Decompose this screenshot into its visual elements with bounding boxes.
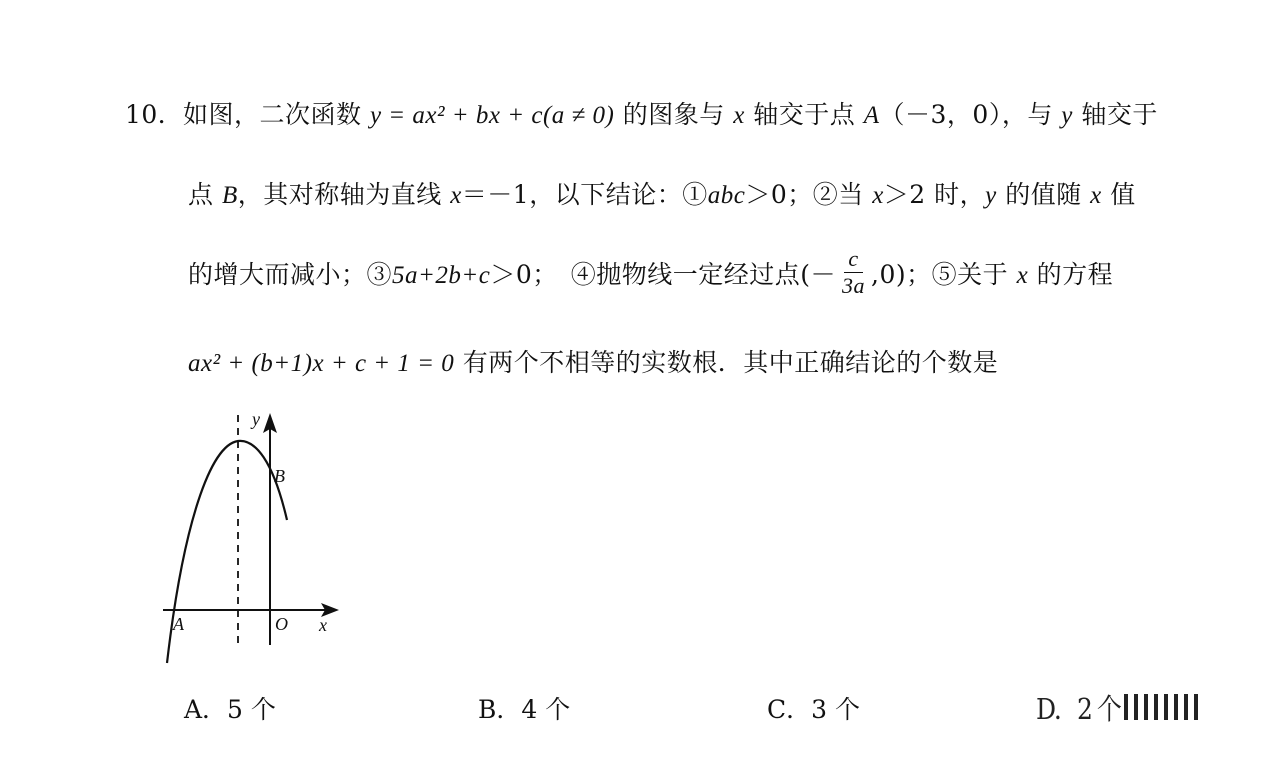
expr-5a2bc: 5a+2b+c <box>392 262 491 289</box>
text: 的值随 <box>996 180 1091 209</box>
text: （－3，0），与 <box>879 100 1062 129</box>
text: ＞0；②当 <box>745 180 873 209</box>
fraction-denominator: 3a <box>842 273 866 298</box>
text: 的方程 <box>1028 260 1114 289</box>
text: ，其对称轴为直线 <box>237 180 451 209</box>
function-formula: y = ax² + bx + c(a ≠ 0) <box>369 102 615 129</box>
fraction-c-over-3a <box>838 246 869 299</box>
label-o: O <box>275 614 288 634</box>
question-line-2 <box>188 175 1136 216</box>
option-d-label: D．2 个 <box>1036 692 1120 727</box>
var-y: y <box>1061 102 1073 129</box>
text: 如图，二次函数 <box>183 100 370 129</box>
point-b: B <box>221 182 238 209</box>
var-x: x <box>1090 182 1102 209</box>
text: 有两个不相等的实数根．其中正确结论的个数是 <box>454 348 999 377</box>
option-a[interactable]: A．5 个 <box>184 695 276 724</box>
option-c[interactable]: C．3 个 <box>767 695 860 724</box>
var-x: x <box>450 182 462 209</box>
question-line-3 <box>188 246 1114 303</box>
question-number: 10． <box>125 100 184 129</box>
option-d[interactable] <box>1036 690 1204 732</box>
expr-abc: abc <box>707 182 746 209</box>
text: 值 <box>1101 180 1136 209</box>
equation-formula: ax² + (b+1)x + c + 1 = 0 <box>188 350 455 377</box>
label-a: A <box>173 614 184 634</box>
parabola-figure <box>155 405 355 670</box>
option-b[interactable]: B．4 个 <box>478 695 571 724</box>
text: 的图象与 <box>614 100 734 129</box>
label-b: B <box>274 466 285 486</box>
text: ＞2 时， <box>883 180 986 209</box>
label-x: x <box>319 615 327 635</box>
var-x: x <box>872 182 884 209</box>
text: 的增大而减小；③ <box>188 260 393 289</box>
var-x: x <box>1016 262 1029 289</box>
question-line-1 <box>125 95 1158 136</box>
text: ＝－1，以下结论：① <box>461 180 708 209</box>
question-line-4 <box>188 343 998 384</box>
var-x: x <box>733 102 745 129</box>
text: ,0)；⑤关于 <box>871 260 1017 289</box>
text: 轴交于 <box>1072 100 1158 129</box>
point-a: A <box>863 102 880 129</box>
var-y: y <box>985 182 997 209</box>
text: 轴交于点 <box>744 100 864 129</box>
text: ＞0； ④抛物线一定经过点(－ <box>490 260 837 289</box>
text: 点 <box>188 180 222 209</box>
label-y: y <box>252 409 260 429</box>
fraction-numerator: c <box>844 246 862 273</box>
scan-artifact-bars <box>1124 692 1204 732</box>
answer-options <box>0 690 1280 740</box>
